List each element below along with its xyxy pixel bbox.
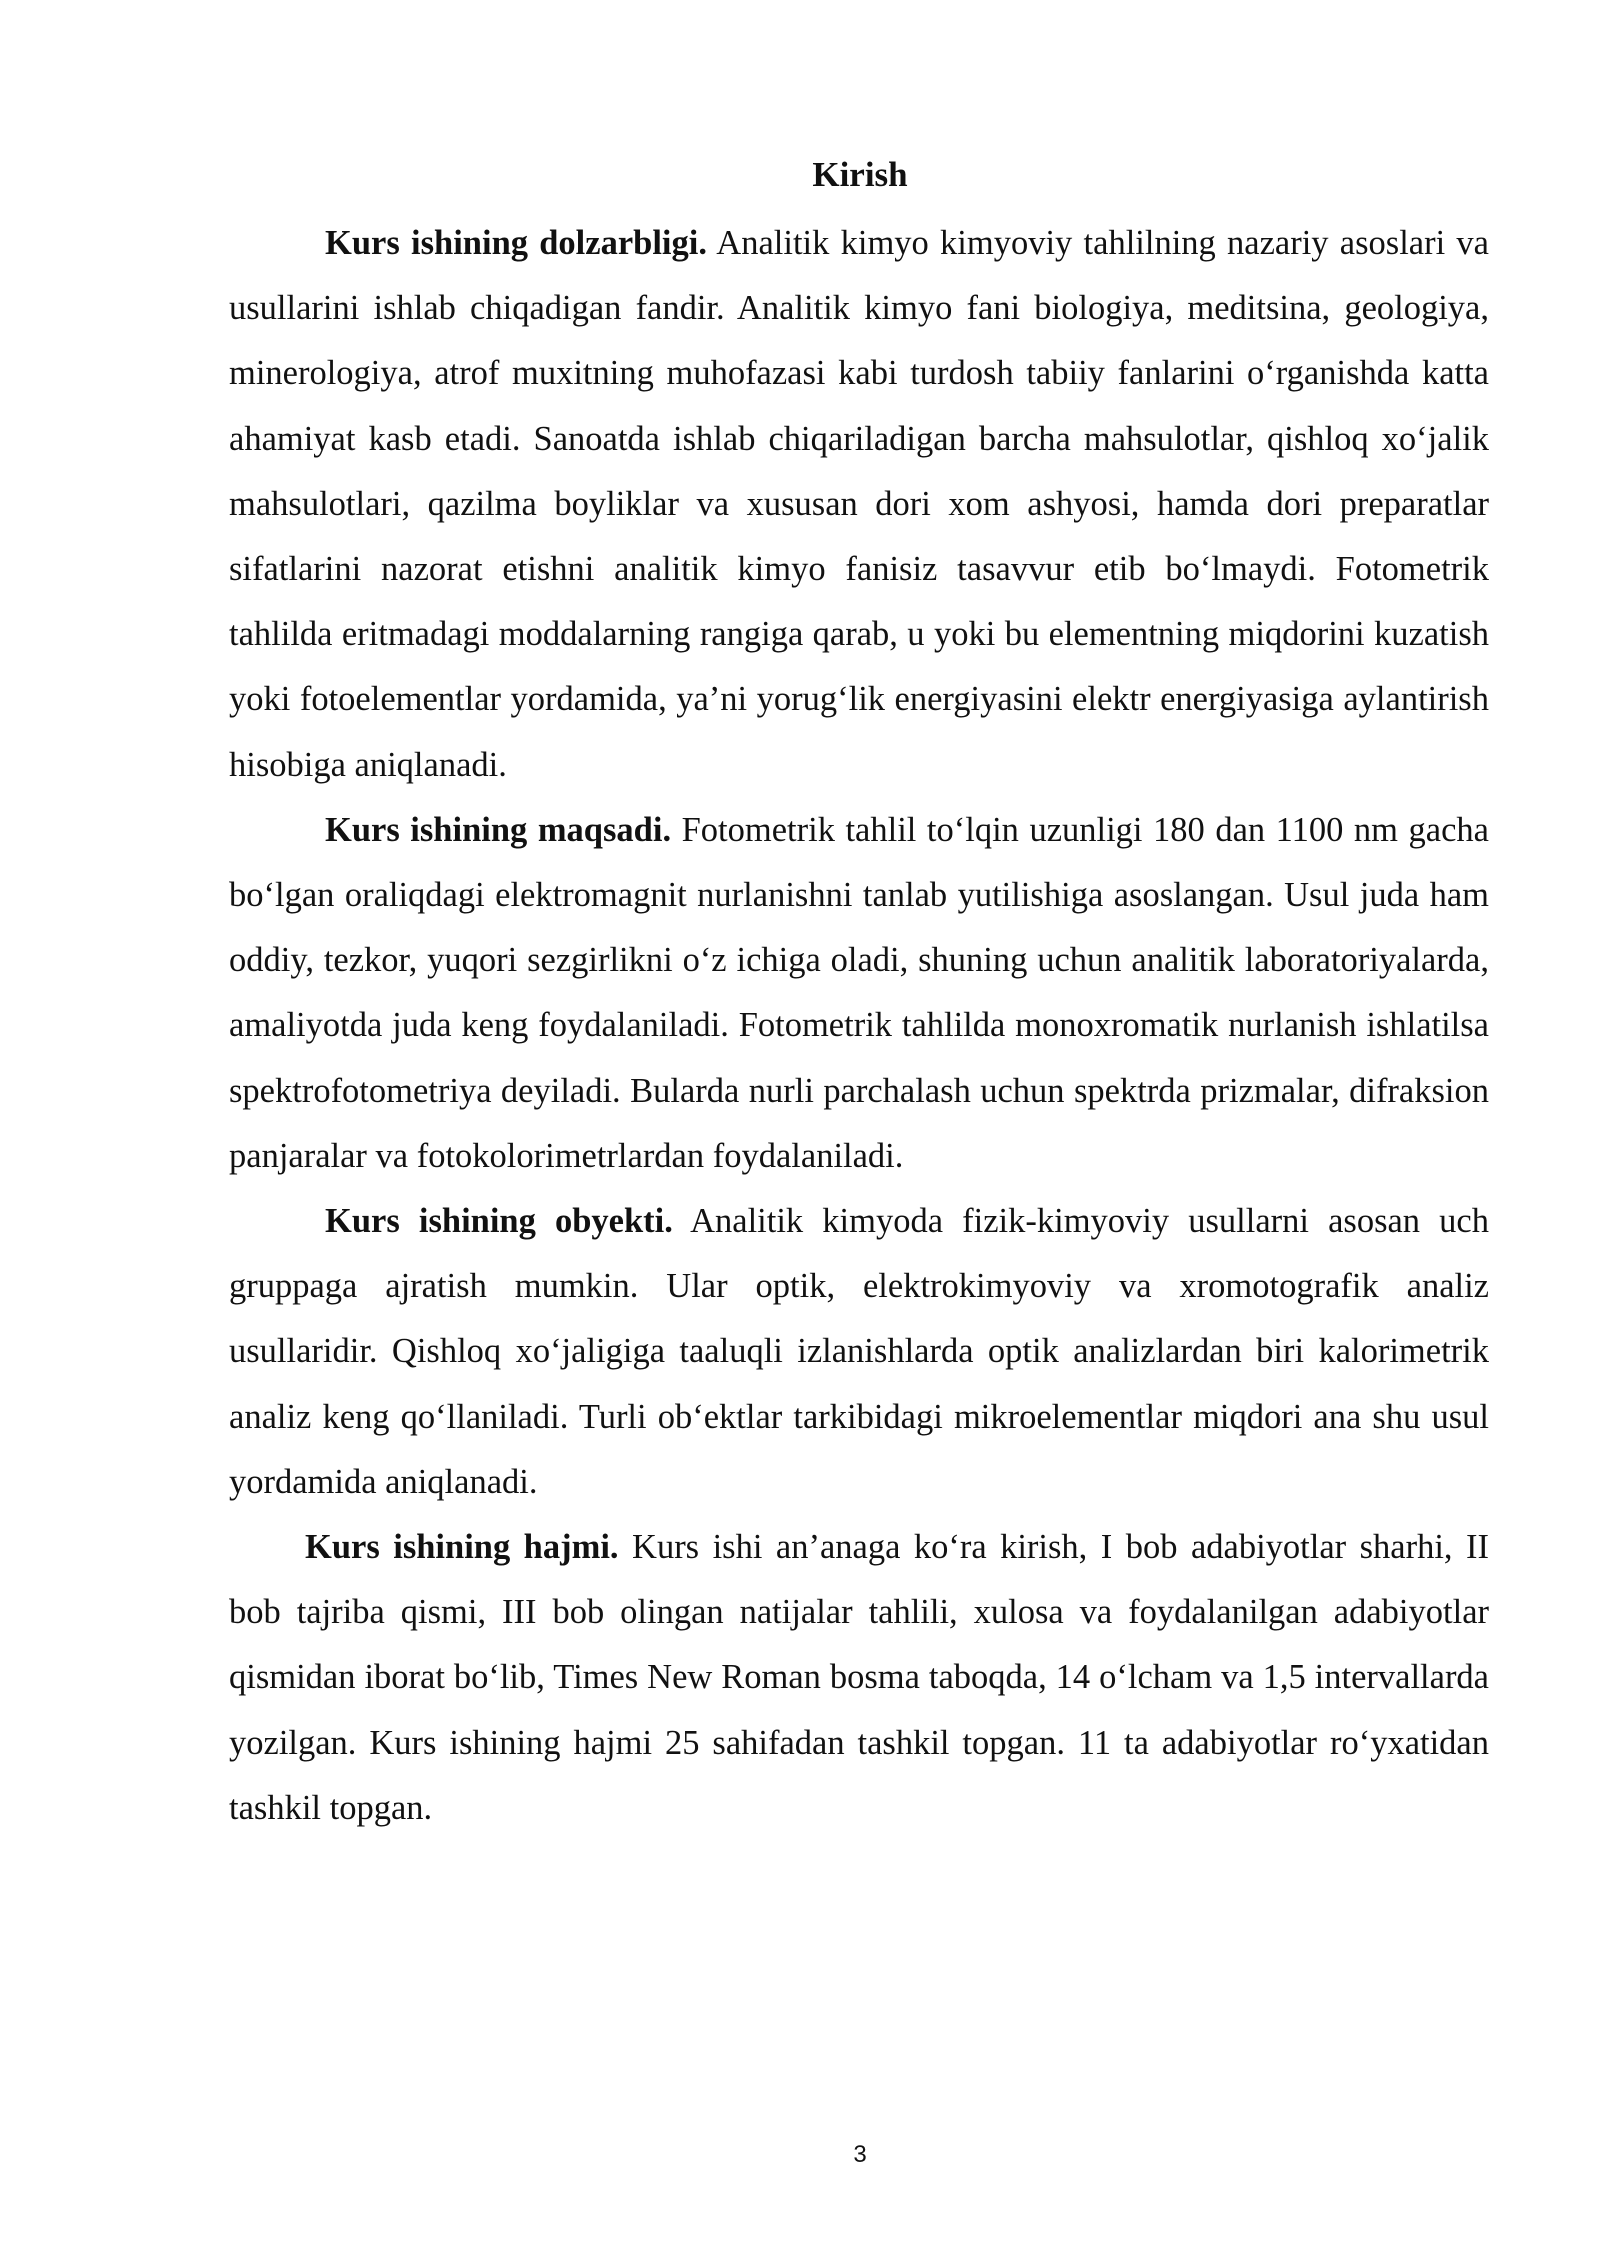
paragraph-maqsadi	[229, 798, 1489, 1189]
paragraph-text: Kurs ishi an’anaga ko‘ra kirish, I bob adabiyotlar sharhi, II bob tajriba qismi, III bob olingan natijalar tahlili, xulosa va foydalanilgan adabiyotlar qismidan iborat bo‘lib, Times New Roman bosma taboqda, 14 o‘lcham va 1,5 intervallarda yozilgan. Kurs ishining hajmi 25 sahifadan tashkil topgan. 11 ta adabiyotlar ro‘yxatidan tashkil topgan.	[229, 1528, 1489, 1827]
paragraph-obyekti	[229, 1189, 1489, 1515]
paragraph-lead: Kurs ishining dolzarbligi.	[325, 224, 707, 262]
paragraph-text: Analitik kimyoda fizik-kimyoviy usullarni asosan uch gruppaga ajratish mumkin. Ular optik, elektrokimyoviy va xromotografik analiz usullaridir. Qishloq xo‘jaligiga taaluqli izlanishlarda optik analizlardan biri kalorimetrik analiz keng qo‘llaniladi. Turli ob‘ektlar tarkibidagi mikroelementlar miqdori ana shu usul yordamida aniqlanadi.	[229, 1202, 1489, 1501]
paragraph-lead: Kurs ishining obyekti.	[325, 1202, 673, 1241]
paragraph-text: Fotometrik tahlil to‘lqin uzunligi 180 dan 1100 nm gacha bo‘lgan oraliqdagi elektromagnit nurlanishni tanlab yutilishiga asoslangan. Usul juda ham oddiy, tezkor, yuqori sezgirlikni o‘z ichiga oladi, shuning uchun analitik laboratoriyalarda, amaliyotda juda keng foydalaniladi. Fotometrik tahlilda monoxromatik nurlanish ishlatilsa spektrofotometriya deyiladi. Bularda nurli parchalash uchun spektrda prizmalar, difraksion panjaralar va fotokolorimetrlardan foydalaniladi.	[229, 810, 1489, 1175]
paragraph-hajmi	[229, 1515, 1489, 1841]
paragraph-lead: Kurs ishining maqsadi.	[325, 810, 672, 849]
page-number: 3	[853, 2141, 867, 2168]
text-body	[229, 211, 1489, 1841]
section-heading: Kirish	[812, 155, 908, 194]
paragraph-text: Analitik kimyo kimyoviy tahlilning nazariy asoslari va usullarini ishlab chiqadigan fandir. Analitik kimyo fani biologiya, meditsina, geologiya, minerologiya, atrof muxitning muhofazasi kabi turdosh tabiiy fanlarini o‘rganishda katta ahamiyat kasb etadi. Sanoatda ishlab chiqariladigan barcha mahsulotlar, qishloq xo‘jalik mahsulotlari, qazilma boyliklar va xususan dori xom ashyosi, hamda dori preparatlar sifatlarini nazorat etishni analitik kimyo fanisiz tasavvur etib bo‘lmaydi. Fotometrik tahlilda eritmadagi moddalarning rangiga qarab, u yoki bu elementning miqdorini kuzatish yoki fotoelementlar yordamida, ya’ni yorug‘lik energiyasini elektr energiyasiga aylantirish hisobiga aniqlanadi.	[229, 224, 1489, 784]
paragraph-lead: Kurs ishining hajmi.	[305, 1528, 619, 1567]
paragraph-dolzarbligi	[229, 211, 1489, 798]
